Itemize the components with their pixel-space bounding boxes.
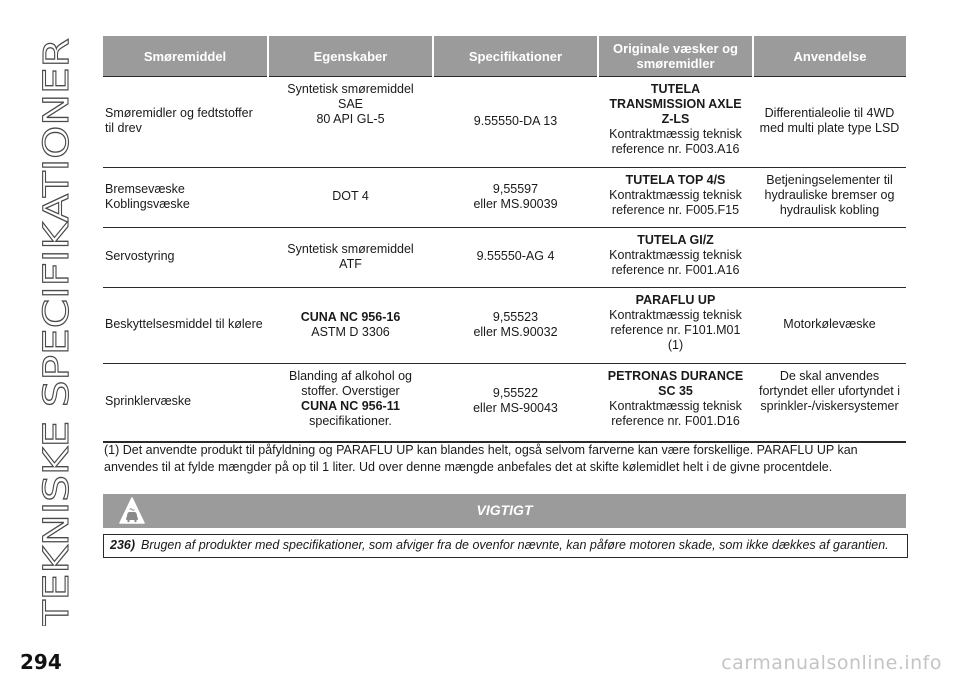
chapter-side-title-text: TEKNISKE SPECIFIKATIONER bbox=[37, 145, 77, 626]
product-reference: Kontraktmæssig teknisk reference nr. F003.A16 bbox=[609, 127, 742, 156]
cell-specification bbox=[433, 364, 598, 442]
product-reference: Kontraktmæssig teknisk reference nr. F001.A16 bbox=[609, 248, 742, 277]
cell-lubricant: Servostyring bbox=[103, 228, 268, 288]
warning-header bbox=[103, 494, 906, 528]
spec-line: 9,55523 bbox=[492, 309, 539, 324]
product-name: PETRONAS DURANCE SC 35 bbox=[607, 369, 744, 398]
cell-properties bbox=[268, 228, 433, 288]
table-row bbox=[103, 168, 906, 228]
warning-code: 236) bbox=[110, 538, 136, 552]
spec-line: 9,55597 bbox=[492, 181, 539, 196]
product-name: TUTELA TRANSMISSION AXLE Z-LS bbox=[609, 82, 742, 126]
cell-specification bbox=[433, 77, 598, 168]
cell-specification bbox=[433, 288, 598, 364]
properties-line: 80 API GL-5 bbox=[316, 112, 385, 126]
cell-use: Motorkølevæske bbox=[753, 288, 906, 364]
column-header-use: Anvendelse bbox=[753, 36, 906, 77]
table-row bbox=[103, 77, 906, 168]
cell-properties bbox=[268, 364, 433, 442]
spec-line: 9.55550-DA 13 bbox=[473, 113, 558, 128]
warning-box bbox=[103, 534, 908, 558]
cell-original-fluid bbox=[598, 77, 753, 168]
properties-line: Syntetisk smøremiddel bbox=[287, 82, 414, 96]
cell-use: De skal anvendes fortyndet eller ufortyndet i sprinkler-/viskersystemer bbox=[753, 364, 906, 442]
properties-standard: CUNA NC 956-16 bbox=[300, 309, 401, 324]
column-header-properties: Egenskaber bbox=[268, 36, 433, 77]
cell-lubricant: Beskyttelsesmiddel til kølere bbox=[103, 288, 268, 364]
spec-line: 9,55522 bbox=[492, 386, 539, 401]
product-reference: Kontraktmæssig teknisk reference nr. F001.D16 bbox=[609, 399, 742, 428]
product-name: PARAFLU UP bbox=[635, 293, 716, 307]
table-row bbox=[103, 364, 906, 442]
watermark: carmanualsonline.info bbox=[721, 652, 942, 674]
cell-properties bbox=[268, 168, 433, 228]
lubricants-table bbox=[103, 36, 906, 443]
cell-use: Differentialeolie til 4WD med multi plate type LSD bbox=[753, 77, 906, 168]
warning-text: Brugen af produkter med specifikationer, som afviger fra de ovenfor nævnte, kan påføre motoren skade, som ikke dækkes af garantien. bbox=[141, 538, 889, 552]
product-name: TUTELA TOP 4/S bbox=[625, 173, 726, 187]
column-header-lubricant: Smøremiddel bbox=[103, 36, 268, 77]
properties-line: Syntetisk smøremiddel bbox=[287, 241, 414, 256]
spec-line: eller MS.90039 bbox=[473, 196, 558, 211]
product-name: TUTELA GI/Z bbox=[637, 233, 714, 247]
cell-original-fluid bbox=[598, 228, 753, 288]
cell-lubricant: Bremsevæske Koblingsvæske bbox=[103, 168, 268, 228]
column-header-original-fluids: Originale væsker og smøremidler bbox=[598, 36, 753, 77]
cell-lubricant: Sprinklervæske bbox=[103, 364, 268, 442]
cell-original-fluid bbox=[598, 364, 753, 442]
cell-original-fluid bbox=[598, 288, 753, 364]
table-header-row bbox=[103, 36, 906, 77]
properties-line: ATF bbox=[339, 256, 362, 271]
properties-line: specifikationer. bbox=[309, 414, 392, 428]
warning-title: VIGTIGT bbox=[476, 502, 533, 518]
cell-properties bbox=[268, 288, 433, 364]
properties-line: DOT 4 bbox=[332, 189, 369, 203]
cell-lubricant: Smøremidler og fedtstoffer til drev bbox=[103, 77, 268, 168]
table-row bbox=[103, 228, 906, 288]
properties-line: Blanding af alkohol og stoffer. Overstiger bbox=[288, 369, 412, 398]
table-footnote: (1) Det anvendte produkt til påfyldning og PARAFLU UP kan blandes helt, også selvom farverne kan være forskellige. PARAFLU UP kan anvendes til at fylde mængder på op til 1 liter. Ud over denne mængde anbefales det at skifte kølemidlet helt i de givne procentdele. bbox=[104, 443, 858, 474]
cell-original-fluid bbox=[598, 168, 753, 228]
cell-specification bbox=[433, 168, 598, 228]
product-reference: Kontraktmæssig teknisk reference nr. F101.M01 (1) bbox=[609, 308, 742, 352]
chapter-side-title bbox=[22, 36, 82, 626]
page-number: 294 bbox=[20, 650, 62, 674]
spec-line: eller MS.90032 bbox=[473, 324, 558, 339]
table-row bbox=[103, 288, 906, 364]
cell-properties bbox=[268, 77, 433, 168]
product-reference: Kontraktmæssig teknisk reference nr. F005.F15 bbox=[609, 188, 742, 217]
chapter-side-title-svg bbox=[22, 36, 82, 626]
cell-use bbox=[753, 228, 906, 288]
properties-standard: CUNA NC 956-11 bbox=[301, 399, 400, 413]
spec-line: 9.55550-AG 4 bbox=[476, 249, 555, 263]
properties-line: ASTM D 3306 bbox=[311, 324, 390, 339]
column-header-specifications: Specifikationer bbox=[433, 36, 598, 77]
cell-use: Betjeningselementer til hydrauliske bremser og hydraulisk kobling bbox=[753, 168, 906, 228]
cell-specification bbox=[433, 228, 598, 288]
spec-line: eller MS-90043 bbox=[473, 401, 558, 416]
properties-line: SAE bbox=[337, 97, 363, 111]
